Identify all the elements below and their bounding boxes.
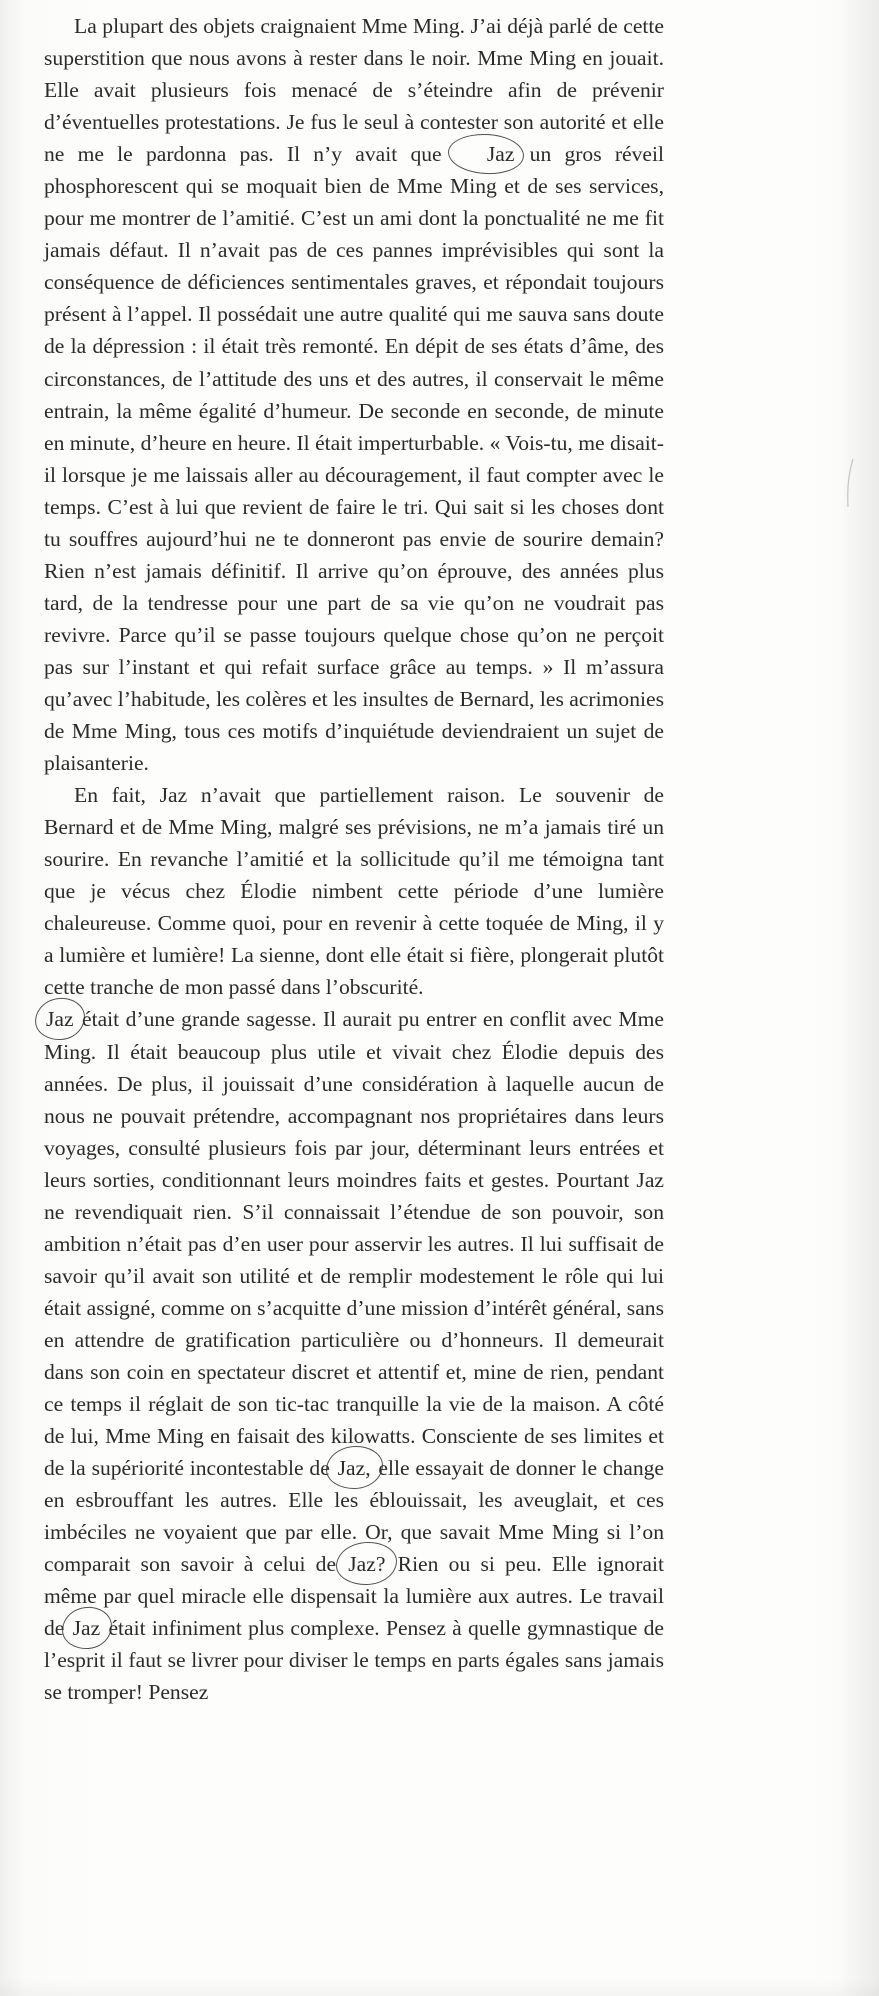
page-right-shadow <box>839 0 879 1996</box>
page-bottom-shadow <box>0 1978 879 1996</box>
page-left-shadow <box>0 0 26 1996</box>
paragraph: Jaz était d’une grande sagesse. Il aurait pu entrer en conflit avec Mme Ming. Il était beaucoup plus utile et vivait chez Élodie depuis des années. De plus, il jouissait d’une considération à laquelle aucun de nous ne pouvait prétendre, accompagnant nos propriétaires dans leurs voyages, consulté plusieurs fois par jour, déterminant leurs entrées et leurs sorties, conditionnant leurs moindres faits et gestes. Pourtant Jaz ne revendiquait rien. S’il connaissait l’étendue de son pouvoir, son ambition n’était pas d’en user pour asservir les autres. Il lui suffisait de savoir qu’il avait son utilité et de remplir modestement le rôle qui lui était assigné, comme on s’acquitte d’une mission d’intérêt général, sans en attendre de gratification particulière ou d’honneurs. Il demeurait dans son coin en spectateur discret et attentif et, mine de rien, pendant ce temps il réglait de son tic-tac tranquille la vie de la maison. A côté de lui, Mme Ming en faisait des kilowatts. Consciente de ses limites et de la supériorité incontestable de Jaz, elle essayait de donner le change en esbrouffant les autres. Elle les éblouissait, les aveuglait, et ces imbéciles ne voyaient que par elle. Or, que savait Mme Ming si l’on comparait son savoir à celui de Jaz? Rien ou si peu. Elle ignorait même par quel miracle elle dispensait la lumière aux autres. Le travail de Jaz était infiniment plus complexe. Pensez à quelle gymnastique de l’esprit il faut se livrer pour diviser le temps en parts égales sans jamais se tromper! Pensez <box>44 1003 664 1708</box>
margin-pen-mark-icon <box>835 455 857 515</box>
circled-annotation: Jaz <box>44 1003 76 1035</box>
circled-annotation: Jaz <box>71 1612 103 1644</box>
circled-annotation: Jaz, <box>336 1452 373 1484</box>
circled-annotation: Jaz? <box>346 1548 387 1580</box>
paragraph: En fait, Jaz n’avait que partiellement raison. Le souvenir de Bernard et de Mme Ming, malgré ses prévisions, ne m’a jamais tiré un sourire. En revanche l’amitié et la sollicitude qu’il me témoigna tant que je vécus chez Élodie nimbent cette période d’une lumière chaleureuse. Comme quoi, pour en revenir à cette toquée de Ming, il y a lumière et lumière! La sienne, dont elle était si fière, plongerait plutôt cette tranche de mon passé dans l’obscurité. <box>44 783 664 1000</box>
paragraph: La plupart des objets craignaient Mme Ming. J’ai déjà parlé de cette superstition que nous avons à rester dans le noir. Mme Ming en jouait. Elle avait plusieurs fois menacé de s’éteindre afin de prévenir d’éventuelles protestations. Je fus le seul à contester son autorité et elle ne me le pardonna pas. Il n’y avait que Jaz un gros réveil phosphorescent qui se moquait bien de Mme Ming et de ses services, pour me montrer de l’amitié. C’est un ami dont la ponctualité ne me fit jamais défaut. Il n’avait pas de ces pannes imprévisibles qui sont la conséquence de déficiences sentimentales graves, et répondait toujours présent à l’appel. Il possédait une autre qualité qui me sauva sans doute de la dépression : il était très remonté. En dépit de ses états d’âme, des circonstances, de l’attitude des uns et des autres, il conservait le même entrain, la même égalité d’humeur. De seconde en seconde, de minute en minute, d’heure en heure. Il était imperturbable. « Vois-tu, me disait-il lorsque je me laissais aller au découragement, il faut compter avec le temps. C’est à lui que revient de faire le tri. Qui sait si les choses dont tu souffres aujourd’hui ne te donneront pas envie de sourire demain? Rien n’est jamais définitif. Il arrive qu’on éprouve, des années plus tard, de la tendresse pour une part de sa vie qu’on ne voudrait pas revivre. Parce qu’il se passe toujours quelque chose qu’on ne perçoit pas sur l’instant et qui refait surface grâce au temps. » Il m’assura qu’avec l’habitude, les colères et les insultes de Bernard, les acrimonies de Mme Ming, tous ces motifs d’inquiétude deviendraient un sujet de plaisanterie. <box>44 14 664 776</box>
circled-annotation: Jaz <box>455 138 517 170</box>
page-text-body <box>44 10 664 1708</box>
